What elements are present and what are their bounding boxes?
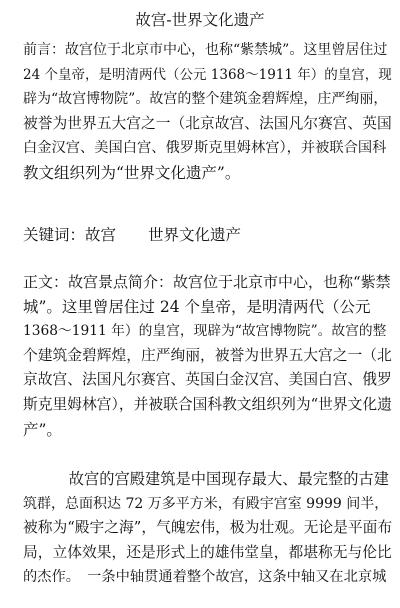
body-line: 产”。	[23, 420, 62, 439]
preface-line: 白金汉宫、美国白宫、俄罗斯克里姆林宫），并被联合国科	[23, 140, 387, 157]
body-line: 城”。这里曾居住过 24 个皇帝，是明清两代（公元	[23, 297, 371, 316]
document-title: 故宫-世界文化遗产	[135, 11, 265, 29]
architecture-line: 局，立体效果，还是形式上的雄伟堂皇，都堪称无与伦比	[23, 543, 392, 561]
body-line: 斯克里姆林宫），并被联合国科教文组织列为“世界文化遗	[23, 395, 392, 413]
architecture-line: 被称为“殿宇之海”，气魄宏伟，极为壮观。无论是平面布	[23, 519, 393, 537]
keywords-label: 关键词：故宫	[23, 226, 117, 244]
preface-line: 前言：故宫位于北京市中心，也称“紫禁城”。这里曾居住过	[23, 42, 388, 58]
preface-line: 教文组织列为“世界文化遗产”。	[23, 163, 241, 182]
preface-line: 辟为“故宫博物院”。故宫的整个建筑金碧辉煌，庄严绚丽，	[23, 91, 388, 108]
body-line: 正文：故宫景点简介：故宫位于北京市中心，也称“紫禁	[23, 273, 391, 291]
preface-line: 被誉为世界五大宫之一（北京故宫、法国凡尔赛宫、英国	[23, 114, 392, 132]
body-line: 1368～1911 年）的皇宫，现辟为“故宫博物院”。故宫的整	[23, 323, 387, 340]
body-line: 个建筑金碧辉煌，庄严绚丽，被誉为世界五大宫之一（北	[23, 346, 392, 364]
architecture-line: 筑群，总面积达 72 万多平方米，有殿宇宫室 9999 间半，	[23, 495, 389, 512]
keywords-value: 世界文化遗产	[148, 226, 242, 244]
body-line: 京故宫、法国凡尔赛宫、英国白金汉宫、美国白宫、俄罗	[23, 371, 392, 389]
architecture-line: 故宫的宫殿建筑是中国现存最大、最完整的古建	[23, 470, 389, 488]
body-paragraph	[23, 270, 392, 442]
preface-line: 24 个皇帝，是明清两代（公元 1368～1911 年）的皇宫，现	[23, 66, 392, 83]
architecture-line: 的杰作。 一条中轴贯通着整个故宫，这条中轴又在北京城	[23, 569, 387, 586]
keywords-line	[23, 223, 385, 248]
architecture-paragraph	[23, 467, 393, 590]
preface-paragraph	[23, 38, 392, 186]
